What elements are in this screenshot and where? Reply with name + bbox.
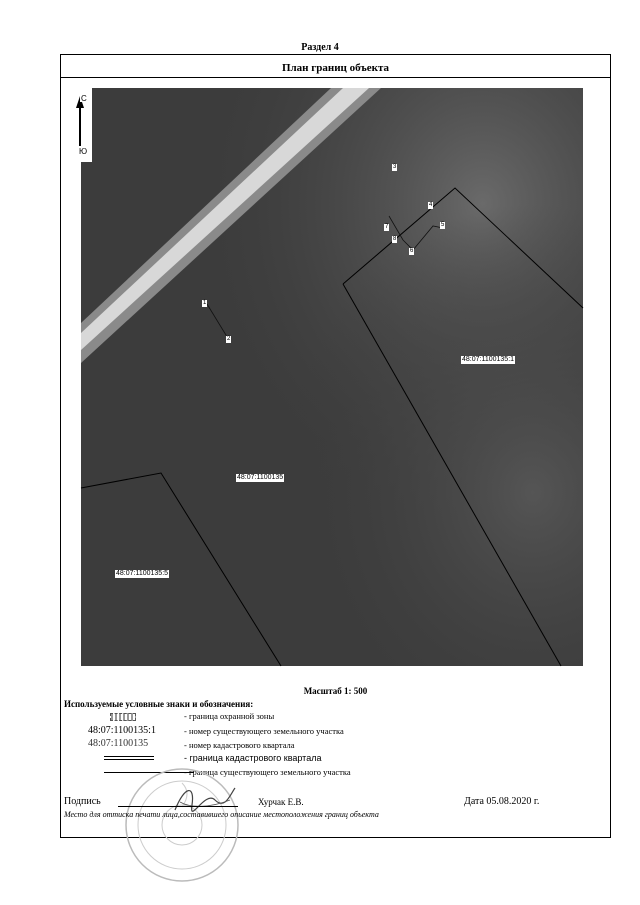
point-label: 7 [385,224,389,230]
legend-protection-zone-symbol [110,713,136,721]
stamp-place-note: Место для оттиска печати лица,составившего описание местоположения границ объекта [64,810,379,819]
legend-quarter-number-symbol: 48:07:1100135 [88,738,149,749]
legend-desc: - граница кадастрового квартала [184,753,322,763]
map-graphics [81,88,583,666]
section-title: Раздел 4 [301,42,339,53]
document-date: Дата 05.08.2020 г. [464,796,540,807]
point-label: 4 [429,202,433,208]
quarter-label: 48:07:1100135 [237,474,284,481]
legend-quarter-boundary-symbol [104,756,154,760]
signature-label: Подпись [64,796,101,807]
point-label: 8 [393,236,397,242]
point-label: 2 [227,336,231,342]
legend-desc: - граница существующего земельного участка [184,767,351,777]
legend-title: Используемые условные знаки и обозначения: [64,699,254,709]
map-scale: Масштаб 1: 500 [303,686,368,696]
parcel-label-1: 48:07:1100135:1 [462,356,515,363]
parcel-label-5: 48:07:1100135:5 [116,570,169,577]
point-label: 3 [393,164,397,170]
plan-title: План границ объекта [281,62,390,74]
point-label: 6 [410,248,414,254]
legend-parcel-number-symbol: 48:07:1100135:1 [88,725,156,736]
map-light-area-2 [81,88,583,666]
point-label: 1 [203,300,207,306]
signature-line [118,806,238,807]
legend-desc: - номер существующего земельного участка [184,726,344,736]
point-label: 5 [441,222,445,228]
compass-south: Ю [79,147,88,156]
legend-desc: - номер кадастрового квартала [184,740,295,750]
compass-north: С [81,94,87,103]
legend-desc: - граница охранной зоны [184,711,275,721]
aerial-map [81,88,583,666]
signatory-name: Хурчак Е.В. [258,797,304,807]
